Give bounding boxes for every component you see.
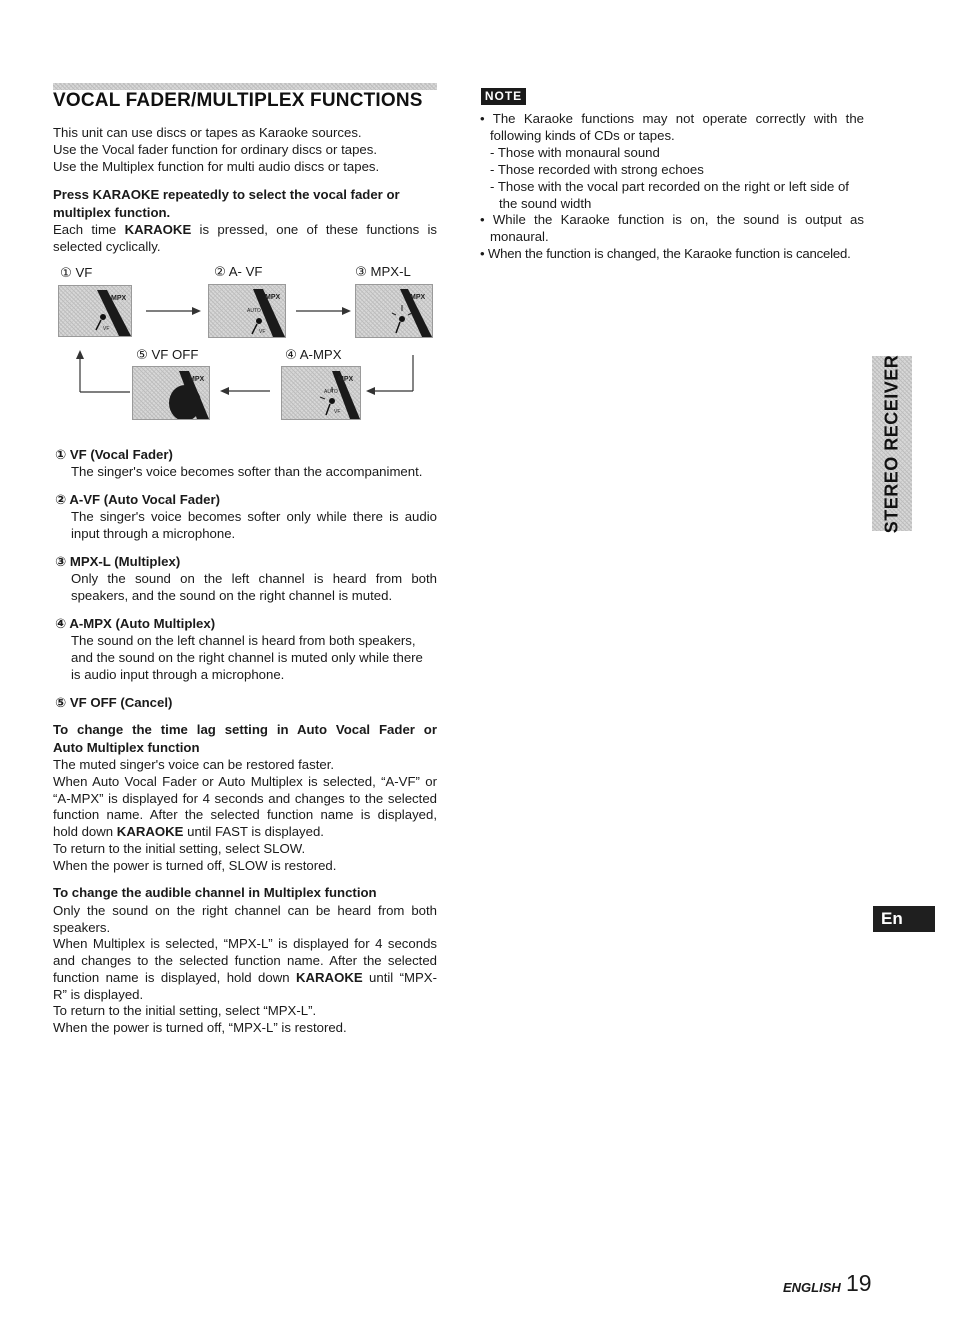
note-dash-cont: the sound width [499,196,592,211]
language-tab: En [873,906,935,932]
intro-line: Use the Vocal fader function for ordinary discs or tapes. [53,142,377,157]
svg-text:MPX: MPX [189,376,205,383]
press-heading: Press KARAOKE repeatedly to select the vocal fader or [53,187,400,202]
each-time-text: Each time KARAOKE is pressed, one of these functions is [53,222,437,237]
function-text: and the sound on the right channel is muted only while there [71,650,423,665]
function-text: is audio input through a microphone. [71,667,285,682]
time-lag-heading: To change the time lag setting in Auto Vocal Fader or [53,722,437,737]
svg-text:MPX: MPX [410,294,426,301]
time-lag-hold: hold down KARAOKE until FAST is displayed. [53,824,324,839]
time-lag-text: The muted singer's voice can be restored faster. [53,757,335,772]
intro-line: This unit can use discs or tapes as Karaoke sources. [53,125,362,140]
audible-text: To return to the initial setting, select “MPX-L”. [53,1003,317,1018]
display-avf [208,284,286,338]
time-lag-heading-2: Auto Multiplex function [53,740,200,755]
function-heading-avf: ② A-VF (Auto Vocal Fader) [55,492,221,507]
function-text: The sound on the left channel is heard from both speakers, [71,633,416,648]
footer-language: ENGLISH [783,1280,841,1295]
audible-hold: function name is displayed, hold down KARAOKE until “MPX- [53,970,437,985]
press-heading-2: multiplex function. [53,205,171,220]
time-lag-text: “A-MPX” is displayed for 4 seconds and changes to the selected [53,791,437,806]
audible-text: Only the sound on the right channel can be heard from both [53,903,437,918]
time-lag-text: When Auto Vocal Fader or Auto Multiplex is selected, “A-VF” or [53,774,437,789]
display-vfoff [132,366,210,420]
svg-text:VF: VF [259,329,266,335]
note-dash: - Those recorded with strong echoes [490,162,704,177]
label-vf: ① VF [60,265,93,280]
label-avf: ② A- VF [214,264,263,279]
function-text: input through a microphone. [71,526,236,541]
arrow-right-icon [146,305,201,317]
arrow-return-icon [70,350,130,398]
time-lag-text: function name. After the selected function name is displayed, [53,807,437,822]
display-vf [58,285,132,337]
audible-text: R” is displayed. [53,987,144,1002]
arrow-right-icon [296,305,351,317]
function-heading-vfoff: ⑤ VF OFF (Cancel) [55,695,173,710]
page-number: 19 [846,1270,872,1296]
title-rule [53,83,437,90]
time-lag-text: To return to the initial setting, select SLOW. [53,841,306,856]
note-dash: - Those with monaural sound [490,145,660,160]
each-time-text-2: selected cyclically. [53,239,161,254]
section-side-tab: STEREO RECEIVER [872,356,912,531]
note-dash: - Those with the vocal part recorded on the right or left side of [490,179,849,194]
audible-text: and changes to the selected function name. After the selected [53,953,437,968]
note-badge: NOTE [481,88,526,105]
audible-text: When the power is turned off, “MPX-L” is restored. [53,1020,347,1035]
display-mpx-text: MPX [111,295,127,302]
arrow-left-icon [220,385,270,397]
function-text: Only the sound on the left channel is heard from both [71,571,437,586]
display-mpxl [355,284,433,338]
audible-text: speakers. [53,920,111,935]
note-bullet-cont: following kinds of CDs or tapes. [490,128,675,143]
arrow-return-right-icon [366,355,418,397]
display-ampx [281,366,361,420]
svg-text:MPX: MPX [338,376,354,383]
svg-text:MPX: MPX [265,294,281,301]
note-bullet: • While the Karaoke function is on, the sound is output as [480,212,864,227]
label-ampx: ④ A-MPX [285,347,342,362]
page-title: VOCAL FADER/MULTIPLEX FUNCTIONS [53,90,423,111]
time-lag-text: When the power is turned off, SLOW is restored. [53,858,337,873]
intro-line: Use the Multiplex function for multi audio discs or tapes. [53,159,380,174]
svg-text:VF: VF [334,409,341,415]
audible-text: When Multiplex is selected, “MPX-L” is displayed for 4 seconds [53,936,437,951]
function-text: speakers, and the sound on the right channel is muted. [71,588,393,603]
function-text: The singer's voice becomes softer only while there is audio [71,509,437,524]
display-auto-text: AUTO [247,308,261,314]
function-heading-vf: ① VF (Vocal Fader) [55,447,173,462]
svg-text:AUTO: AUTO [324,389,338,395]
note-bullet: • When the function is changed, the Karaoke function is canceled. [480,246,851,261]
function-text: The singer's voice becomes softer than the accompaniment. [71,464,423,479]
svg-text:VF: VF [103,326,110,332]
function-heading-mpxl: ③ MPX-L (Multiplex) [55,554,181,569]
label-vfoff: ⑤ VF OFF [136,347,199,362]
audible-heading: To change the audible channel in Multiplex function [53,885,377,900]
function-heading-ampx: ④ A-MPX (Auto Multiplex) [55,616,216,631]
note-bullet: • The Karaoke functions may not operate correctly with the [480,111,864,126]
note-bullet-cont: monaural. [490,229,549,244]
label-mpxl: ③ MPX-L [355,264,411,279]
